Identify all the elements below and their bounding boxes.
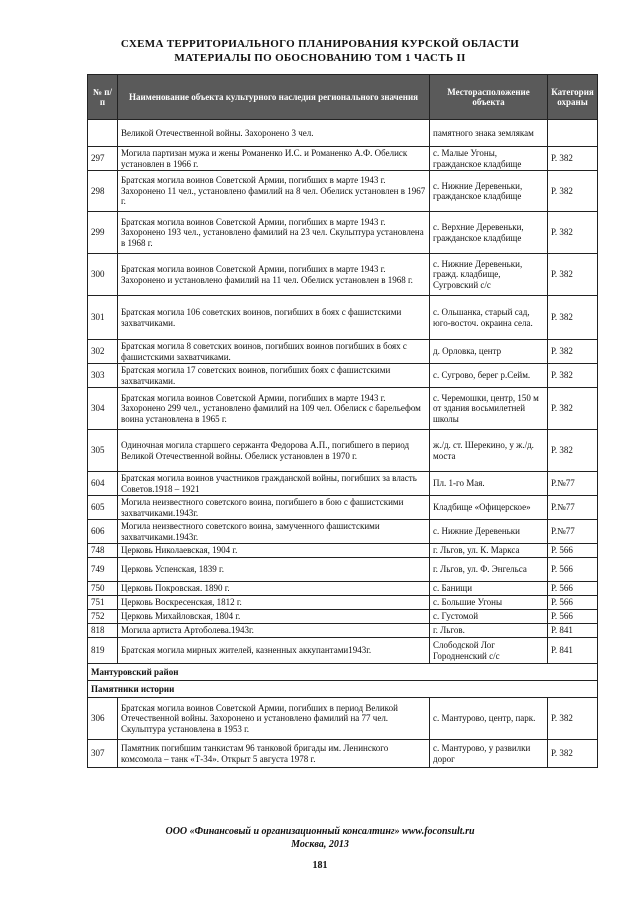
table-row xyxy=(88,698,598,740)
column-header-location: Месторасположение объекта xyxy=(430,75,548,120)
row-number: 307 xyxy=(88,740,118,768)
row-category: Р.№77 xyxy=(548,520,598,544)
row-category: Р. 382 xyxy=(548,296,598,340)
table-row xyxy=(88,558,598,582)
row-object-name: Могила неизвестного советского воина, замученного фашистскими захватчиками.1943г. xyxy=(118,520,430,544)
row-object-name: Одиночная могила старшего сержанта Федорова А.П., погибшего в период Великой Отечественной войны. Обелиск установлен в 1970 г. xyxy=(118,430,430,472)
row-category: Р. 382 xyxy=(548,340,598,364)
row-location: с. Черемошки, центр, 150 м от здания восьмилетней школы xyxy=(430,388,548,430)
table-row xyxy=(88,388,598,430)
row-category: Р. 566 xyxy=(548,596,598,610)
row-number: 302 xyxy=(88,340,118,364)
row-number: 297 xyxy=(88,147,118,171)
table-row xyxy=(88,610,598,624)
row-object-name: Церковь Успенская, 1839 г. xyxy=(118,558,430,582)
row-location: г. Льгов, ул. К. Маркса xyxy=(430,544,548,558)
row-number: 752 xyxy=(88,610,118,624)
row-location: Пл. 1-го Мая. xyxy=(430,472,548,496)
column-header-number: № п/п xyxy=(88,75,118,120)
row-category: Р. 566 xyxy=(548,582,598,596)
row-category: Р. 382 xyxy=(548,254,598,296)
row-object-name: Братская могила воинов участников гражданской войны, погибших за власть Советов.1918 – 1921 xyxy=(118,472,430,496)
row-number: 305 xyxy=(88,430,118,472)
row-category: Р. 382 xyxy=(548,364,598,388)
row-location: с. Банищи xyxy=(430,582,548,596)
row-location: с. Нижние Деревеньки, гражданское кладбище xyxy=(430,171,548,212)
column-header-category: Категория охраны xyxy=(548,75,598,120)
document-subtitle: МАТЕРИАЛЫ ПО ОБОСНОВАНИЮ ТОМ 1 ЧАСТЬ II xyxy=(174,52,466,64)
row-category: Р. 382 xyxy=(548,740,598,768)
row-object-name: Могила артиста Артоболева.1943г. xyxy=(118,624,430,638)
table-row xyxy=(88,596,598,610)
row-object-name: Братская могила воинов Советской Армии, погибших в период Великой Отечественной войны. Захоронено и установлено фамилий на 77 чел. Скульптура установлена в 1953 г. xyxy=(118,698,430,740)
row-location: Слободской Лог Городненский с/с xyxy=(430,638,548,664)
row-object-name: Великой Отечественной войны. Захоронено 3 чел. xyxy=(118,120,430,147)
row-object-name: Церковь Николаевская, 1904 г. xyxy=(118,544,430,558)
section-row xyxy=(88,664,598,681)
row-category: Р. 382 xyxy=(548,171,598,212)
table-row xyxy=(88,254,598,296)
row-number: 306 xyxy=(88,698,118,740)
row-category: Р. 841 xyxy=(548,638,598,664)
row-number: 818 xyxy=(88,624,118,638)
row-object-name: Церковь Воскресенская, 1812 г. xyxy=(118,596,430,610)
footer-company: ООО «Финансовый и организационный консалтинг» www.foconsult.ru xyxy=(165,826,475,837)
table-row xyxy=(88,364,598,388)
row-category: Р.№77 xyxy=(548,496,598,520)
document-title: СХЕМА ТЕРРИТОРИАЛЬНОГО ПЛАНИРОВАНИЯ КУРСКОЙ ОБЛАСТИ xyxy=(120,38,520,50)
row-object-name: Церковь Михайловская, 1804 г. xyxy=(118,610,430,624)
row-location: д. Орловка, центр xyxy=(430,340,548,364)
row-category: Р. 566 xyxy=(548,544,598,558)
row-object-name: Церковь Покровская. 1890 г. xyxy=(118,582,430,596)
row-category: Р. 382 xyxy=(548,698,598,740)
heritage-table xyxy=(87,74,598,768)
row-location: с. Ольшанка, старый сад, юго-восточ. окраина села. xyxy=(430,296,548,340)
row-number: 606 xyxy=(88,520,118,544)
row-location: с. Мантурово, центр, парк. xyxy=(430,698,548,740)
table-row xyxy=(88,296,598,340)
table-row xyxy=(88,496,598,520)
row-object-name: Братская могила воинов Советской Армии, погибших в марте 1943 г. Захоронено и установлено фамилий на 11 чел. Обелиск установлен в 1968 г. xyxy=(118,254,430,296)
row-location: с. Нижние Деревеньки xyxy=(430,520,548,544)
row-category: Р. 382 xyxy=(548,147,598,171)
section-district: Мантуровский район xyxy=(88,664,598,681)
row-object-name: Братская могила мирных жителей, казненных аккупантами1943г. xyxy=(118,638,430,664)
row-object-name: Могила неизвестного советского воина, погибшего в бою с фашистскими захватчиками.1943г. xyxy=(118,496,430,520)
row-category: Р.№77 xyxy=(548,472,598,496)
row-number xyxy=(88,120,118,147)
row-location: г. Льгов. xyxy=(430,624,548,638)
table-row xyxy=(88,147,598,171)
section-history-monuments: Памятники истории xyxy=(88,681,598,698)
page-number: 181 xyxy=(312,860,328,871)
row-number: 300 xyxy=(88,254,118,296)
row-location: с. Большие Угоны xyxy=(430,596,548,610)
row-location: памятного знака землякам xyxy=(430,120,548,147)
row-number: 605 xyxy=(88,496,118,520)
table-row xyxy=(88,638,598,664)
row-object-name: Братская могила воинов Советской Армии, погибших в марте 1943 г. Захоронено 299 чел., установлено фамилий на 109 чел. Обелиск с барельефом воина установлена в 1965 г. xyxy=(118,388,430,430)
row-category: Р. 382 xyxy=(548,430,598,472)
row-category xyxy=(548,120,598,147)
row-number: 751 xyxy=(88,596,118,610)
row-number: 301 xyxy=(88,296,118,340)
row-number: 299 xyxy=(88,212,118,254)
row-object-name: Братская могила 8 советских воинов, погибших воинов погибших в боях с фашистскими захватчиками. xyxy=(118,340,430,364)
row-number: 304 xyxy=(88,388,118,430)
table-row xyxy=(88,520,598,544)
row-location: с. Малые Угоны, гражданское кладбище xyxy=(430,147,548,171)
row-object-name: Братская могила 17 советских воинов, погибших боях с фашистскими захватчиками. xyxy=(118,364,430,388)
footer-city: Москва, 2013 xyxy=(291,839,349,850)
table-header-row xyxy=(88,75,598,120)
row-location: с. Мантурово, у развилки дорог xyxy=(430,740,548,768)
row-number: 819 xyxy=(88,638,118,664)
column-header-name: Наименование объекта культурного наследия регионального значения xyxy=(118,75,430,120)
row-location: ж./д. ст. Шерекино, у ж./д. моста xyxy=(430,430,548,472)
row-object-name: Братская могила воинов Советской Армии, погибших в марте 1943 г. Захоронено 11 чел., установлено фамилий на 8 чел. Обелиск установлен в 1967 г. xyxy=(118,171,430,212)
row-object-name: Братская могила 106 советских воинов, погибших в боях с фашистскими захватчиками. xyxy=(118,296,430,340)
row-location: с. Густомой xyxy=(430,610,548,624)
table-row xyxy=(88,171,598,212)
table-row xyxy=(88,544,598,558)
row-category: Р. 382 xyxy=(548,388,598,430)
row-category: Р. 841 xyxy=(548,624,598,638)
table-row xyxy=(88,430,598,472)
table-row xyxy=(88,582,598,596)
row-location: с. Верхние Деревеньки, гражданское кладбище xyxy=(430,212,548,254)
row-number: 750 xyxy=(88,582,118,596)
table-row xyxy=(88,340,598,364)
table-row xyxy=(88,212,598,254)
row-location: с. Сугрово, берег р.Сейм. xyxy=(430,364,548,388)
row-object-name: Братская могила воинов Советской Армии, погибших в марте 1943 г. Захоронено 193 чел., установлено фамилий на 23 чел. Скульптура установлена в 1968 г. xyxy=(118,212,430,254)
row-object-name: Памятник погибшим танкистам 96 танковой бригады им. Ленинского комсомола – танк «Т-34». Открыт 5 августа 1978 г. xyxy=(118,740,430,768)
row-number: 303 xyxy=(88,364,118,388)
row-location: г. Льгов, ул. Ф. Энгельса xyxy=(430,558,548,582)
row-number: 604 xyxy=(88,472,118,496)
row-number: 298 xyxy=(88,171,118,212)
row-location: Кладбище «Офицерское» xyxy=(430,496,548,520)
row-category: Р. 566 xyxy=(548,610,598,624)
table-row xyxy=(88,472,598,496)
row-category: Р. 566 xyxy=(548,558,598,582)
row-location: с. Нижние Деревеньки, гражд. кладбище, Сугровский с/с xyxy=(430,254,548,296)
row-category: Р. 382 xyxy=(548,212,598,254)
table-row xyxy=(88,120,598,147)
row-object-name: Могила партизан мужа и жены Романенко И.С. и Романенко А.Ф. Обелиск установлен в 1966 г. xyxy=(118,147,430,171)
row-number: 749 xyxy=(88,558,118,582)
row-number: 748 xyxy=(88,544,118,558)
section-row xyxy=(88,681,598,698)
table-row xyxy=(88,740,598,768)
table-row xyxy=(88,624,598,638)
